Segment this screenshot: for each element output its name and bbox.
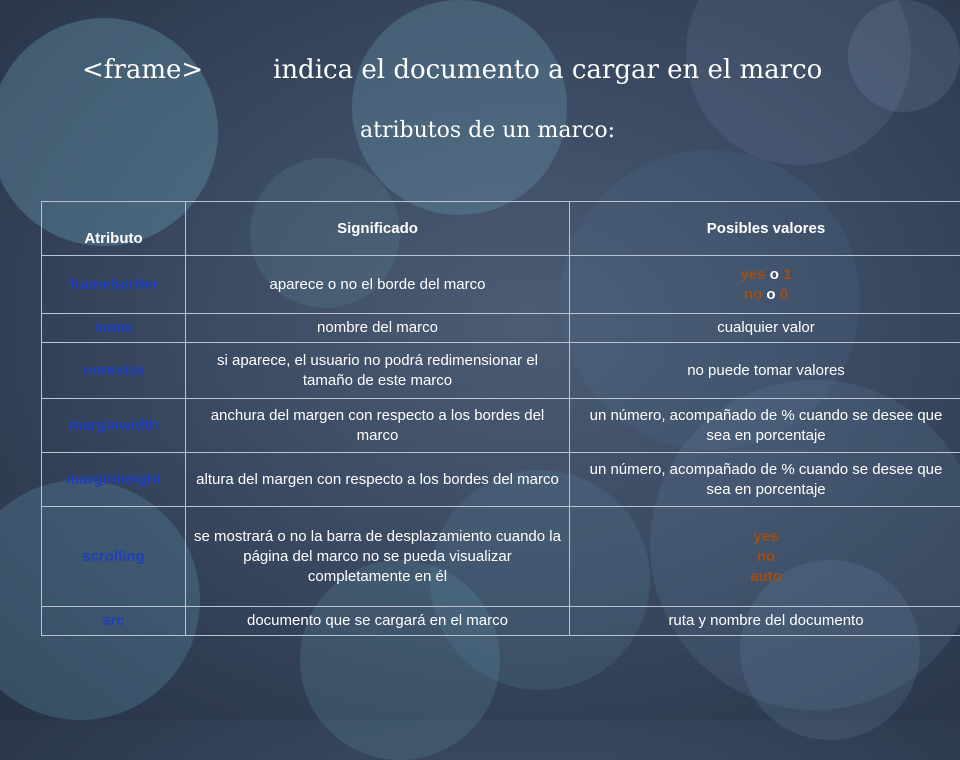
attribute-meaning: anchura del margen con respecto a los bordes del marco <box>186 399 570 453</box>
background-circle <box>352 0 567 215</box>
attribute-meaning: documento que se cargará en el marco <box>186 607 570 636</box>
attribute-meaning: si aparece, el usuario no podrá redimensionar el tamaño de este marco <box>186 343 570 399</box>
value-token: yes <box>753 528 778 545</box>
attribute-name: marginwidth <box>42 399 186 453</box>
attribute-values <box>570 507 960 607</box>
attribute-values <box>570 256 960 314</box>
table-row <box>42 256 960 314</box>
attribute-values: ruta y nombre del documento <box>570 607 960 636</box>
page-subtitle: atributos de un marco: <box>360 118 615 143</box>
table-header-row <box>42 202 960 256</box>
table-row <box>42 453 960 507</box>
value-token: no <box>744 286 762 303</box>
background-circle <box>848 0 960 112</box>
attribute-name: name <box>42 314 186 343</box>
table-row <box>42 507 960 607</box>
header-cell-meaning: Significado <box>186 202 570 256</box>
attribute-name: frameborder <box>42 256 186 314</box>
table-row <box>42 314 960 343</box>
attribute-name: marginheight <box>42 453 186 507</box>
value-token: 1 <box>783 266 791 283</box>
value-token: 0 <box>780 286 788 303</box>
attribute-meaning: aparece o no el borde del marco <box>186 256 570 314</box>
attribute-values: un número, acompañado de % cuando se desee que sea en porcentaje <box>570 399 960 453</box>
value-token: yes <box>741 266 766 283</box>
attribute-values: no puede tomar valores <box>570 343 960 399</box>
value-separator: o <box>766 286 775 303</box>
value-token: auto <box>750 568 782 585</box>
value-token: no <box>757 548 775 565</box>
attribute-meaning: nombre del marco <box>186 314 570 343</box>
frame-tag-title: <frame> <box>82 55 203 85</box>
attribute-name: src <box>42 607 186 636</box>
value-separator: o <box>770 266 779 283</box>
attributes-table <box>41 201 960 636</box>
attribute-meaning: altura del margen con respecto a los bordes del marco <box>186 453 570 507</box>
attribute-meaning: se mostrará o no la barra de desplazamiento cuando la página del marco no se pueda visualizar completamente en él <box>186 507 570 607</box>
header-cell-attribute: Atributo <box>42 202 186 256</box>
header-cell-values: Posibles valores <box>570 202 960 256</box>
attribute-name: scrolling <box>42 507 186 607</box>
table-row <box>42 607 960 636</box>
table-row <box>42 399 960 453</box>
table-row <box>42 343 960 399</box>
attribute-values: un número, acompañado de % cuando se desee que sea en porcentaje <box>570 453 960 507</box>
attribute-name: noresize <box>42 343 186 399</box>
page-title: indica el documento a cargar en el marco <box>273 55 822 85</box>
attribute-values: cualquier valor <box>570 314 960 343</box>
